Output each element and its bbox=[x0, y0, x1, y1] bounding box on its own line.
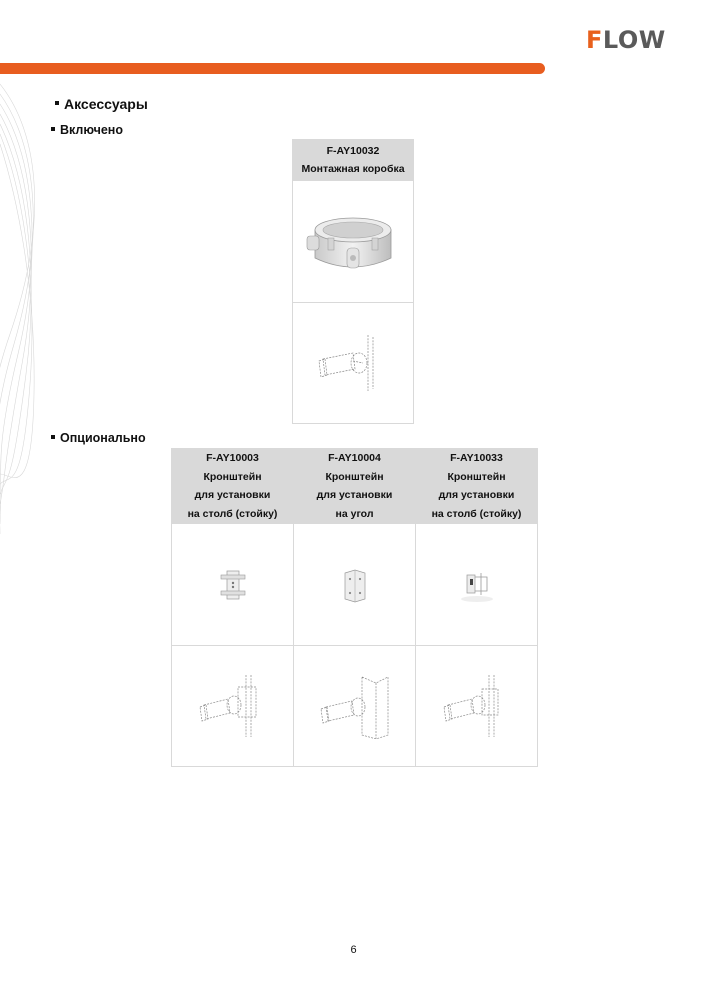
optional-item-line3: на столб (стойку) bbox=[431, 507, 522, 520]
pole-bracket-alt-installation-cell bbox=[416, 646, 538, 767]
junction-box-installation-cell bbox=[293, 303, 414, 424]
optional-heading bbox=[51, 431, 146, 445]
optional-item-code: F-AY10033 bbox=[450, 452, 503, 464]
camera-with-junction-box-sketch-icon bbox=[313, 333, 393, 393]
section-title bbox=[55, 96, 148, 112]
section-title-text: Аксессуары bbox=[64, 96, 148, 112]
logo-text bbox=[586, 27, 666, 53]
included-item-header bbox=[293, 140, 414, 181]
pole-bracket-installation-cell bbox=[172, 646, 294, 767]
header-accent-bar bbox=[0, 63, 545, 74]
corner-bracket-photo-cell bbox=[294, 524, 416, 646]
camera-on-corner-bracket-sketch-icon bbox=[318, 673, 392, 739]
junction-box-photo-cell bbox=[293, 181, 414, 303]
page-number: 6 bbox=[350, 944, 357, 956]
optional-item-line2: для установки bbox=[316, 489, 393, 501]
optional-item-header bbox=[172, 449, 294, 524]
logo-letters-low: LOW bbox=[602, 26, 666, 54]
camera-on-pole-bracket-sketch-icon bbox=[442, 673, 512, 739]
pole-bracket-alt-photo-cell bbox=[416, 524, 538, 646]
camera-on-pole-bracket-sketch-icon bbox=[198, 673, 268, 739]
optional-item-line2: для установки bbox=[194, 489, 271, 501]
decorative-swirl-lines bbox=[0, 74, 50, 544]
included-item-name: Монтажная коробка bbox=[301, 163, 405, 175]
optional-accessories-table bbox=[171, 448, 538, 767]
pole-bracket-photo-cell bbox=[172, 524, 294, 646]
bullet-icon bbox=[55, 101, 59, 105]
optional-item-code: F-AY10004 bbox=[328, 452, 381, 464]
optional-item-code: F-AY10003 bbox=[206, 452, 259, 464]
optional-item-line1: Кронштейн bbox=[325, 470, 384, 483]
bullet-icon bbox=[51, 435, 55, 439]
bullet-icon bbox=[51, 127, 55, 131]
junction-box-icon bbox=[303, 202, 403, 282]
optional-item-line3: на столб (стойку) bbox=[187, 507, 278, 520]
optional-item-line2: для установки bbox=[438, 489, 515, 501]
optional-item-line3: на угол bbox=[335, 507, 374, 520]
included-heading-text: Включено bbox=[60, 123, 123, 137]
included-heading bbox=[51, 123, 123, 137]
pole-mount-bracket-icon bbox=[213, 565, 253, 605]
included-item-code: F-AY10032 bbox=[326, 144, 380, 157]
flow-logo bbox=[586, 27, 666, 53]
included-accessories-table bbox=[292, 139, 414, 424]
corner-bracket-installation-cell bbox=[294, 646, 416, 767]
logo-letter-f: F bbox=[586, 26, 603, 54]
optional-item-line1: Кронштейн bbox=[447, 470, 506, 483]
corner-mount-bracket-icon bbox=[335, 565, 375, 605]
optional-item-header bbox=[294, 449, 416, 524]
optional-heading-text: Опционально bbox=[60, 431, 146, 445]
optional-item-line1: Кронштейн bbox=[203, 470, 262, 483]
optional-item-header bbox=[416, 449, 538, 524]
pole-mount-bracket-icon bbox=[455, 565, 499, 605]
